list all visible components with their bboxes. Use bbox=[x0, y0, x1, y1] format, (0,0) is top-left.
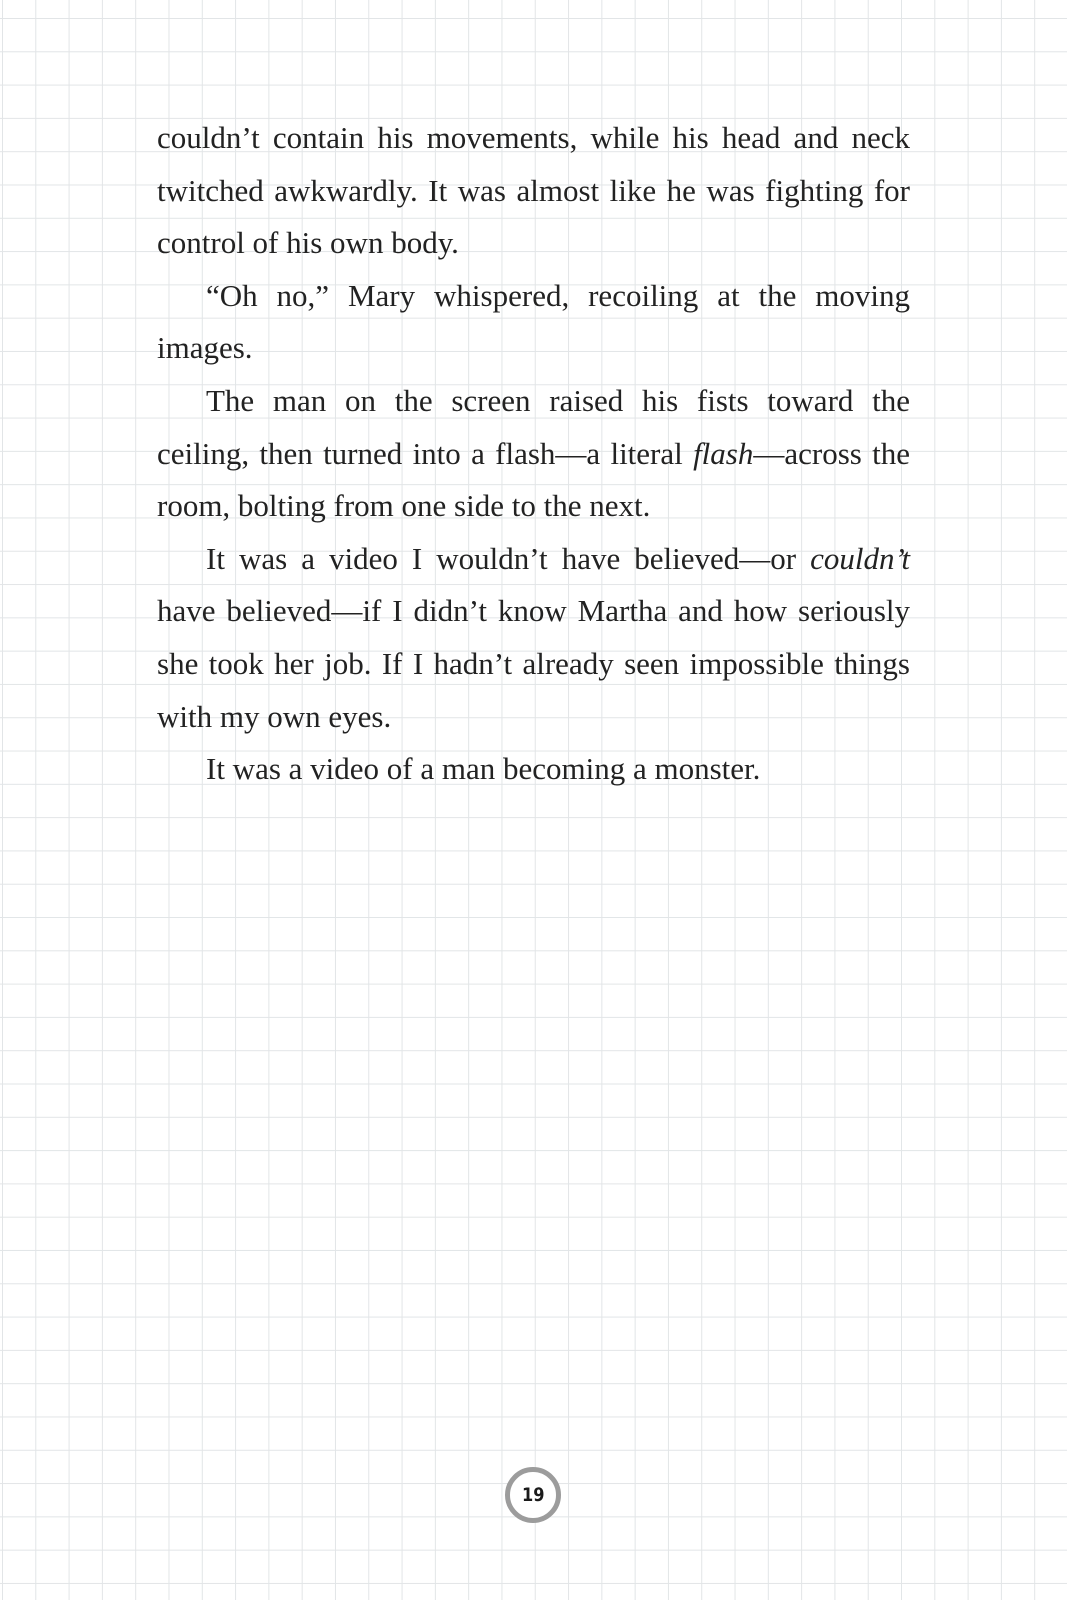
paragraph-4 bbox=[157, 533, 910, 743]
page-number-badge bbox=[505, 1467, 561, 1523]
paragraph-4-text-b: have believed—if I didn’t know Martha and how seriously she took her job. If I hadn’t already seen impossible things with my own eyes. bbox=[157, 593, 910, 734]
body-text bbox=[157, 112, 910, 796]
paragraph-3-text-b: —across the room, bolting from one side to the next. bbox=[157, 435, 910, 524]
paragraph-1-text: couldn’t contain his movements, while his head and neck twitched awkwardly. It was almost like he was fighting for control of his own body. bbox=[157, 120, 910, 261]
paragraph-2 bbox=[157, 270, 910, 375]
paragraph-4-italic: couldn’t bbox=[810, 540, 910, 576]
paragraph-4-text-a: It was a video I wouldn’t have believed—or bbox=[206, 540, 811, 576]
paragraph-5 bbox=[157, 743, 910, 796]
paragraph-1 bbox=[157, 112, 910, 270]
page-number: 19 bbox=[521, 1484, 545, 1506]
paragraph-3-text-a: The man on the screen raised his fists toward the ceiling, then turned into a flash—a literal bbox=[157, 382, 910, 471]
paragraph-3-italic: flash bbox=[693, 435, 754, 471]
paragraph-5-text: It was a video of a man becoming a monster. bbox=[206, 751, 761, 787]
paragraph-3 bbox=[157, 375, 910, 533]
paragraph-2-text: “Oh no,” Mary whispered, recoiling at the moving images. bbox=[157, 277, 910, 366]
